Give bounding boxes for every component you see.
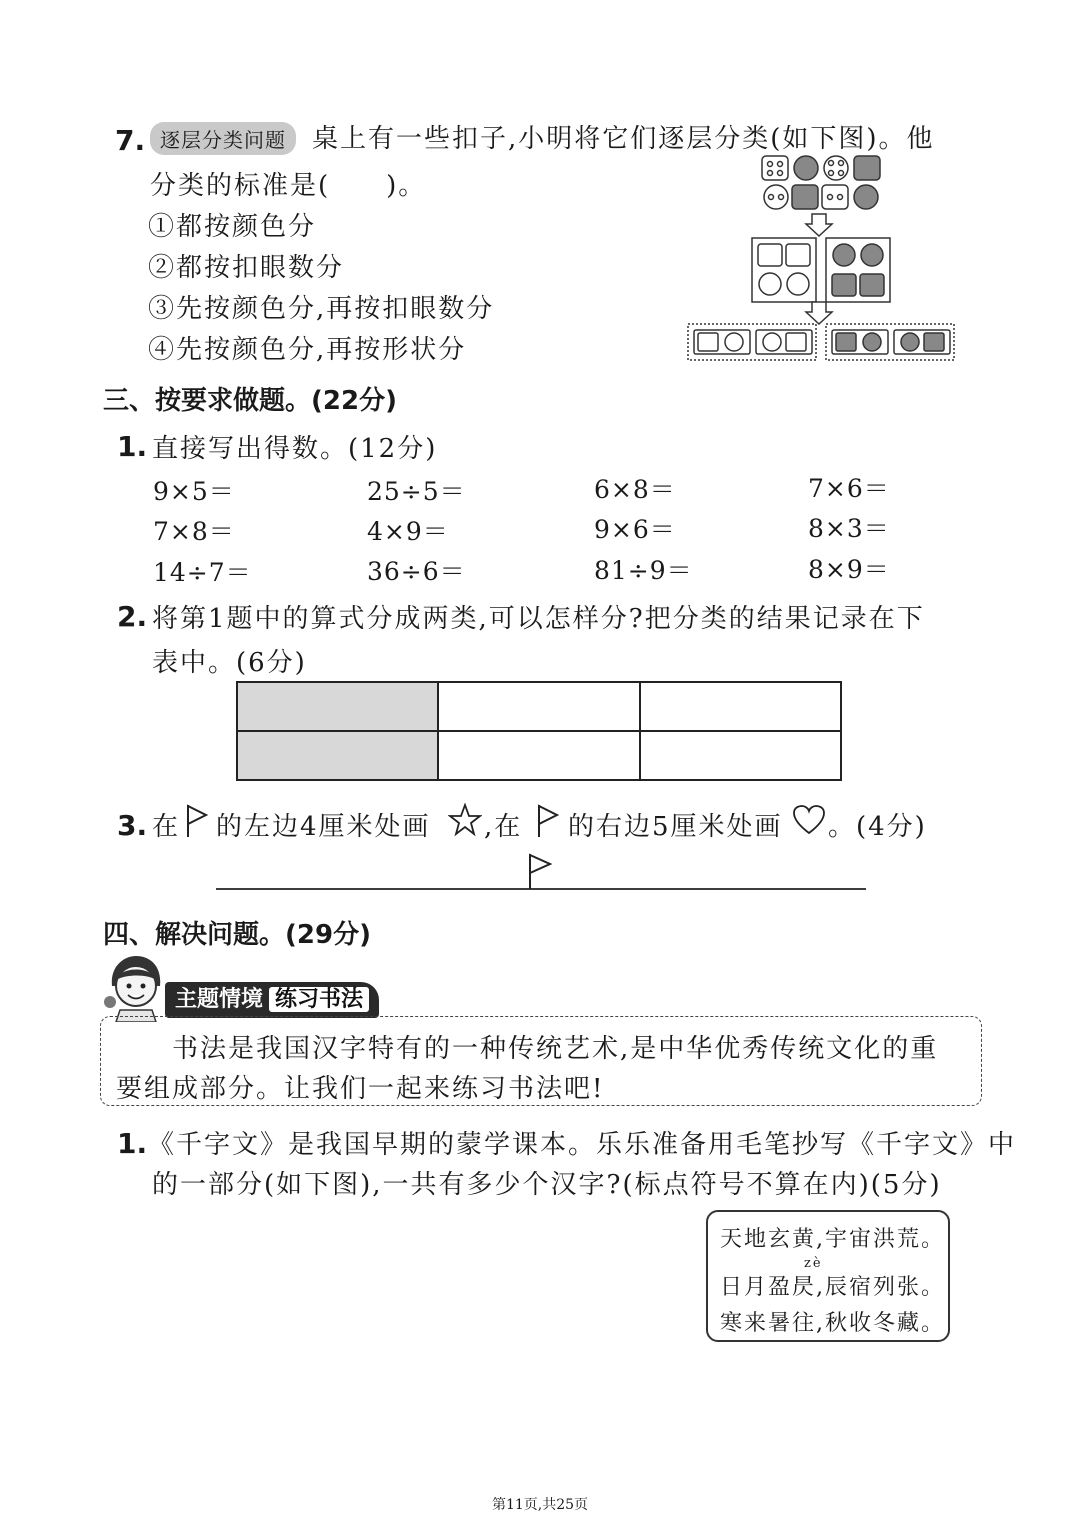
question-text: 将第1题中的算式分成两类,可以怎样分?把分类的结果记录在下 bbox=[152, 604, 925, 634]
theme-name: 练习书法 bbox=[269, 987, 369, 1012]
math-problem: 8×9＝ bbox=[808, 555, 890, 584]
heart-icon bbox=[792, 804, 826, 836]
question-text: 的右边5厘米处画 bbox=[568, 812, 783, 842]
option-4: ④先按颜色分,再按形状分 bbox=[148, 335, 467, 365]
option-1: ①都按颜色分 bbox=[148, 212, 317, 242]
buttons-top-row2 bbox=[764, 185, 878, 209]
poem-box bbox=[706, 1210, 950, 1342]
question-number: 1. bbox=[117, 430, 148, 463]
table-cell[interactable] bbox=[438, 682, 639, 731]
arrow-down-icon bbox=[806, 214, 832, 236]
math-problem: 4×9＝ bbox=[367, 517, 449, 546]
arrow-down-icon bbox=[806, 302, 832, 324]
math-problem: 7×8＝ bbox=[153, 517, 235, 546]
poem-line-1: 天地玄黄,宇宙洪荒。 bbox=[720, 1227, 945, 1252]
table-cell[interactable] bbox=[640, 731, 841, 780]
math-problem: 36÷6＝ bbox=[367, 557, 466, 586]
math-problem: 14÷7＝ bbox=[153, 558, 252, 587]
question-text: 在 bbox=[152, 812, 181, 842]
page-footer: 第11页,共25页 bbox=[491, 1497, 589, 1513]
question-text: 。(4分) bbox=[828, 812, 927, 842]
math-problem: 25÷5＝ bbox=[367, 477, 466, 506]
flag-icon bbox=[185, 803, 209, 839]
math-problem: 9×5＝ bbox=[153, 477, 235, 506]
pinyin-annotation: zè bbox=[804, 1256, 823, 1271]
question-text: ,在 bbox=[484, 812, 523, 842]
question-text: 的左边4厘米处画 bbox=[216, 812, 431, 842]
option-3: ③先按颜色分,再按扣眼数分 bbox=[148, 294, 495, 324]
question-tag: 逐层分类问题 bbox=[150, 122, 296, 155]
question-number: 2. bbox=[117, 600, 148, 633]
table-row bbox=[237, 731, 841, 780]
drawing-line[interactable] bbox=[214, 850, 868, 892]
classification-table bbox=[236, 681, 842, 781]
buttons-top-row1 bbox=[762, 156, 880, 180]
flag-icon bbox=[530, 854, 550, 889]
question-number: 3. bbox=[117, 809, 148, 842]
question-text: 《千字文》是我国早期的蒙学课本。乐乐准备用毛笔抄写《千字文》中 bbox=[148, 1130, 1017, 1160]
star-icon bbox=[448, 803, 482, 837]
theme-banner bbox=[165, 982, 379, 1018]
story-text: 书法是我国汉字特有的一种传统艺术,是中华优秀传统文化的重 bbox=[172, 1034, 939, 1064]
math-problem: 8×3＝ bbox=[808, 514, 890, 543]
theme-label: 主题情境 bbox=[175, 987, 264, 1012]
question-number: 7. bbox=[115, 124, 146, 157]
section-title: 四、解决问题。(29分) bbox=[103, 920, 371, 950]
option-2: ②都按扣眼数分 bbox=[148, 253, 345, 283]
question-text: 直接写出得数。(12分) bbox=[152, 434, 438, 464]
section-title: 三、按要求做题。(22分) bbox=[103, 386, 397, 416]
question-text: 的一部分(如下图),一共有多少个汉字?(标点符号不算在内)(5分) bbox=[152, 1170, 942, 1200]
table-cell[interactable] bbox=[438, 731, 639, 780]
poem-line-2: 日月盈昃,辰宿列张。 bbox=[720, 1275, 945, 1300]
girl-mascot-icon bbox=[102, 952, 168, 1022]
question-text: 桌上有一些扣子,小明将它们逐层分类(如下图)。他 bbox=[312, 124, 935, 154]
table-header-cell[interactable] bbox=[237, 731, 438, 780]
flag-icon bbox=[536, 803, 560, 839]
button-classification-diagram bbox=[686, 150, 958, 365]
table-cell[interactable] bbox=[640, 682, 841, 731]
math-problem: 7×6＝ bbox=[808, 474, 890, 503]
story-text: 要组成部分。让我们一起来练习书法吧! bbox=[116, 1074, 605, 1104]
math-problem: 81÷9＝ bbox=[594, 556, 693, 585]
question-text: 表中。(6分) bbox=[152, 648, 307, 678]
math-problem: 9×6＝ bbox=[594, 515, 676, 544]
math-problem: 6×8＝ bbox=[594, 475, 676, 504]
question-text: 分类的标准是( )。 bbox=[150, 171, 427, 201]
table-row bbox=[237, 682, 841, 731]
table-header-cell[interactable] bbox=[237, 682, 438, 731]
poem-line-3: 寒来暑往,秋收冬藏。 bbox=[720, 1311, 945, 1336]
question-number: 1. bbox=[117, 1127, 148, 1160]
